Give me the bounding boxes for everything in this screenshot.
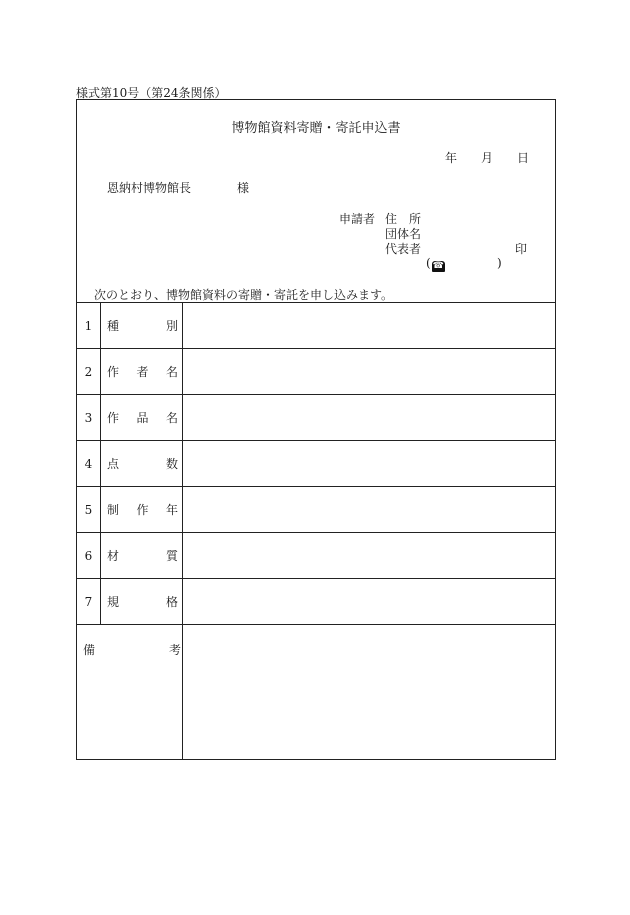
label-char: 作 bbox=[107, 365, 120, 379]
row-label-material bbox=[101, 533, 183, 578]
item-table bbox=[77, 302, 555, 760]
author-value-cell[interactable] bbox=[183, 349, 555, 394]
row-label-type bbox=[101, 303, 183, 348]
row-label-work-title bbox=[101, 395, 183, 440]
form-header bbox=[77, 100, 555, 302]
group-name-label: 団体名 bbox=[385, 227, 422, 241]
dimensions-value-cell[interactable] bbox=[183, 579, 555, 624]
telephone-field bbox=[426, 256, 445, 272]
form-number: 様式第10号（第24条関係） bbox=[76, 86, 227, 100]
representative-label: 代表者 bbox=[385, 242, 422, 256]
label-char: 種 bbox=[107, 319, 120, 333]
row-number: 7 bbox=[77, 579, 101, 624]
tel-close-paren: ) bbox=[497, 256, 502, 270]
table-row bbox=[77, 578, 555, 624]
row-label-dimensions bbox=[101, 579, 183, 624]
label-char: 材 bbox=[107, 549, 120, 563]
quantity-value-cell[interactable] bbox=[183, 441, 555, 486]
remarks-label-cell bbox=[77, 625, 183, 760]
remarks-row bbox=[77, 624, 555, 760]
address-label: 住 所 bbox=[385, 212, 422, 226]
date-month-label: 月 bbox=[481, 151, 494, 165]
label-char: 作 bbox=[107, 411, 120, 425]
table-row bbox=[77, 486, 555, 532]
remarks-value-cell[interactable] bbox=[183, 625, 555, 760]
table-row bbox=[77, 394, 555, 440]
label-char: 質 bbox=[165, 549, 178, 563]
row-number: 2 bbox=[77, 349, 101, 394]
label-char: 制 bbox=[107, 503, 120, 517]
label-char: 規 bbox=[107, 595, 120, 609]
seal-label: 印 bbox=[515, 242, 528, 256]
label-char: 別 bbox=[165, 319, 178, 333]
row-label-quantity bbox=[101, 441, 183, 486]
label-char: 者 bbox=[136, 365, 149, 379]
row-label-author bbox=[101, 349, 183, 394]
telephone-icon: ☎ bbox=[432, 261, 444, 271]
label-char: 名 bbox=[165, 365, 178, 379]
label-char: 数 bbox=[165, 457, 178, 471]
remarks-label-char: 考 bbox=[169, 643, 182, 657]
row-number: 3 bbox=[77, 395, 101, 440]
row-number: 5 bbox=[77, 487, 101, 532]
row-label-production-year bbox=[101, 487, 183, 532]
form-title: 博物館資料寄贈・寄託申込書 bbox=[231, 121, 401, 136]
row-number: 1 bbox=[77, 303, 101, 348]
row-number: 4 bbox=[77, 441, 101, 486]
table-row bbox=[77, 348, 555, 394]
table-row bbox=[77, 532, 555, 578]
addressee-name: 恩納村博物館長 bbox=[107, 181, 192, 195]
tel-open-paren: ( bbox=[426, 256, 431, 270]
material-value-cell[interactable] bbox=[183, 533, 555, 578]
production-year-value-cell[interactable] bbox=[183, 487, 555, 532]
label-char: 格 bbox=[165, 595, 178, 609]
date-day-label: 日 bbox=[517, 151, 530, 165]
label-char: 作 bbox=[136, 503, 149, 517]
label-char: 年 bbox=[165, 503, 178, 517]
table-row bbox=[77, 302, 555, 348]
table-row bbox=[77, 440, 555, 486]
label-char: 品 bbox=[136, 411, 149, 425]
row-number: 6 bbox=[77, 533, 101, 578]
label-char: 点 bbox=[107, 457, 120, 471]
work-title-value-cell[interactable] bbox=[183, 395, 555, 440]
type-value-cell[interactable] bbox=[183, 303, 555, 348]
intro-statement: 次のとおり、博物館資料の寄贈・寄託を申し込みます。 bbox=[94, 288, 394, 302]
remarks-label-char: 備 bbox=[83, 643, 96, 657]
addressee-honorific: 様 bbox=[237, 181, 250, 195]
label-char: 名 bbox=[165, 411, 178, 425]
date-year-label: 年 bbox=[445, 151, 458, 165]
applicant-label: 申請者 bbox=[339, 212, 376, 226]
application-form bbox=[76, 99, 556, 760]
